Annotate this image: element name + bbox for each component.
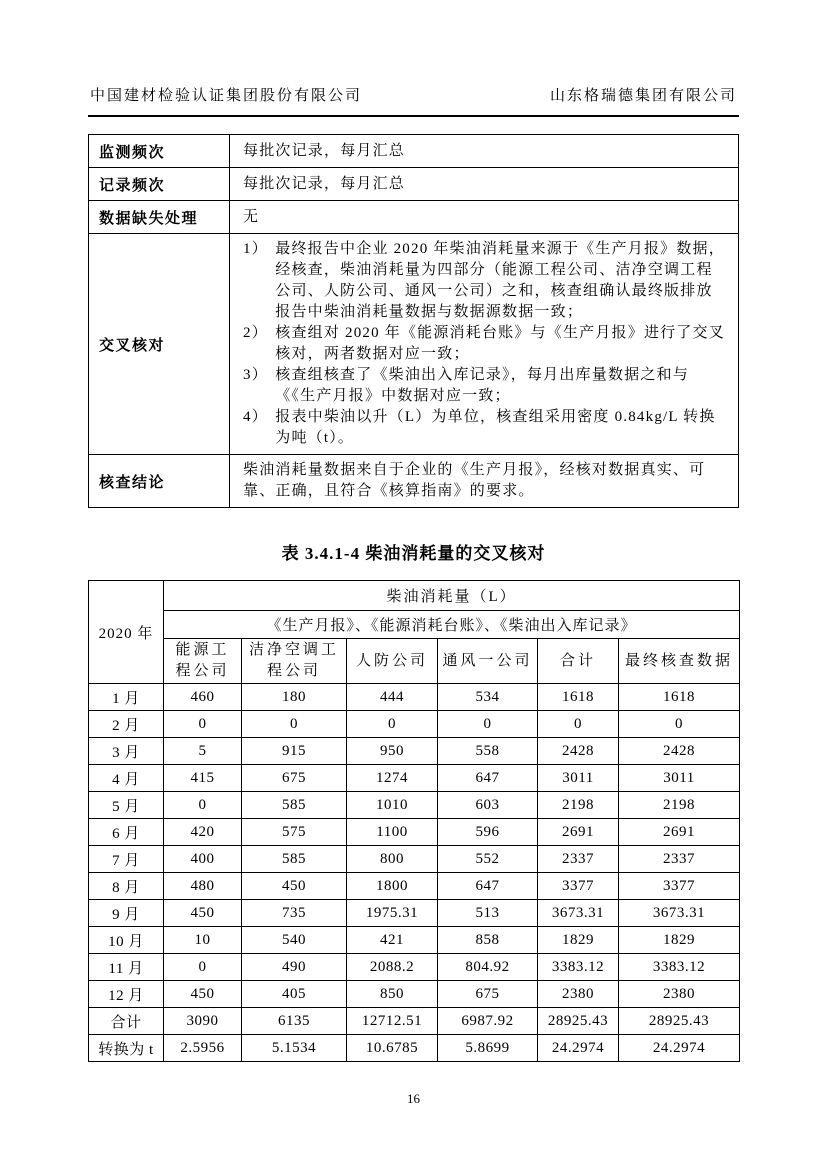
table-cell: 2088.2 — [347, 954, 438, 981]
row-label: 6 月 — [89, 819, 164, 846]
table-cell: 0 — [164, 954, 242, 981]
table-cell: 444 — [347, 684, 438, 711]
table-cell: 540 — [242, 927, 347, 954]
table-cell: 3383.12 — [538, 954, 619, 981]
row-label: 9 月 — [89, 900, 164, 927]
table-cell: 3377 — [619, 873, 740, 900]
table-cell: 675 — [242, 765, 347, 792]
column-header: 能源工程公司 — [164, 639, 242, 684]
page-number: 16 — [407, 1091, 420, 1106]
table-cell: 800 — [347, 846, 438, 873]
table-cell: 450 — [242, 873, 347, 900]
column-header: 洁净空调工程公司 — [242, 639, 347, 684]
row-label: 1 月 — [89, 684, 164, 711]
row-label: 10 月 — [89, 927, 164, 954]
table-cell: 534 — [438, 684, 538, 711]
row-value-missing-data: 无 — [230, 201, 739, 234]
table-row — [89, 1035, 740, 1062]
table-cell: 915 — [242, 738, 347, 765]
table-cell: 585 — [242, 792, 347, 819]
column-header-row — [89, 639, 740, 684]
table-cell: 28925.43 — [619, 1008, 740, 1035]
cross-check-item — [243, 407, 728, 449]
table-row — [89, 954, 740, 981]
table-cell: 2198 — [538, 792, 619, 819]
diesel-consumption-header: 柴油消耗量（L） — [164, 581, 740, 611]
row-value-record-frequency: 每批次记录，每月汇总 — [230, 168, 739, 201]
table-cell: 24.2974 — [538, 1035, 619, 1062]
table-cell: 1010 — [347, 792, 438, 819]
row-label: 3 月 — [89, 738, 164, 765]
table-cell: 513 — [438, 900, 538, 927]
table-row — [89, 792, 740, 819]
cross-check-table — [88, 580, 740, 1062]
table-cell: 0 — [438, 711, 538, 738]
table-cell: 28925.43 — [538, 1008, 619, 1035]
table-cell: 2337 — [619, 846, 740, 873]
table-cell: 3011 — [619, 765, 740, 792]
table-cell: 400 — [164, 846, 242, 873]
table-cell: 5 — [164, 738, 242, 765]
table-cell: 2.5956 — [164, 1035, 242, 1062]
row-label: 合计 — [89, 1008, 164, 1035]
row-label-monitoring-frequency: 监测频次 — [89, 135, 230, 168]
table-row — [89, 234, 739, 455]
cross-check-item — [243, 323, 728, 365]
table-cell: 0 — [164, 711, 242, 738]
table-cell: 603 — [438, 792, 538, 819]
table-cell: 180 — [242, 684, 347, 711]
table-cell: 24.2974 — [619, 1035, 740, 1062]
table-cell: 2691 — [538, 819, 619, 846]
table-cell: 5.8699 — [438, 1035, 538, 1062]
row-label: 12 月 — [89, 981, 164, 1008]
table-cell: 480 — [164, 873, 242, 900]
table-cell: 1829 — [619, 927, 740, 954]
table-cell: 0 — [538, 711, 619, 738]
header-company-left: 中国建材检验认证集团股份有限公司 — [90, 88, 363, 104]
table-cell: 415 — [164, 765, 242, 792]
table-row — [89, 981, 740, 1008]
table-cell: 858 — [438, 927, 538, 954]
table-cell: 647 — [438, 765, 538, 792]
table-cell: 3090 — [164, 1008, 242, 1035]
table-cell: 3383.12 — [619, 954, 740, 981]
table-cell: 1800 — [347, 873, 438, 900]
table-cell: 2198 — [619, 792, 740, 819]
table-row — [89, 900, 740, 927]
table-cell: 1975.31 — [347, 900, 438, 927]
row-value-conclusion: 柴油消耗量数据来自于企业的《生产月报》，经核对数据真实、可靠、正确，且符合《核算指南》的要求。 — [230, 455, 739, 508]
column-header: 合计 — [538, 639, 619, 684]
table-cell: 490 — [242, 954, 347, 981]
table-row — [89, 611, 740, 639]
year-header: 2020 年 — [89, 581, 164, 684]
table-row — [89, 711, 740, 738]
table-row — [89, 581, 740, 611]
table-row — [89, 846, 740, 873]
table-cell: 850 — [347, 981, 438, 1008]
item-number: 4） — [243, 409, 268, 425]
table-cell: 1618 — [619, 684, 740, 711]
item-number: 1） — [243, 241, 268, 257]
item-text: 核查组核查了《柴油出入库记录》，每月出库量数据之和与《《生产月报》中数据对应一致； — [275, 367, 689, 404]
table-row — [89, 738, 740, 765]
table-row — [89, 765, 740, 792]
table-cell: 0 — [347, 711, 438, 738]
table-cell: 10.6785 — [347, 1035, 438, 1062]
row-label: 2 月 — [89, 711, 164, 738]
table-cell: 575 — [242, 819, 347, 846]
row-label-missing-data: 数据缺失处理 — [89, 201, 230, 234]
table-cell: 950 — [347, 738, 438, 765]
table-row — [89, 135, 739, 168]
row-label-record-frequency: 记录频次 — [89, 168, 230, 201]
table-cell: 1100 — [347, 819, 438, 846]
table-cell: 1829 — [538, 927, 619, 954]
table-cell: 0 — [164, 792, 242, 819]
table-row — [89, 819, 740, 846]
table-cell: 558 — [438, 738, 538, 765]
column-header: 最终核查数据 — [619, 639, 740, 684]
row-value-monitoring-frequency: 每批次记录，每月汇总 — [230, 135, 739, 168]
data-sources-header: 《生产月报》、《能源消耗台账》、《柴油出入库记录》 — [164, 611, 740, 639]
table-cell: 460 — [164, 684, 242, 711]
table-cell: 421 — [347, 927, 438, 954]
table-row — [89, 684, 740, 711]
table-row — [89, 455, 739, 508]
table-row — [89, 1008, 740, 1035]
table-cell: 3673.31 — [619, 900, 740, 927]
info-table — [88, 134, 739, 508]
row-label-conclusion: 核查结论 — [89, 455, 230, 508]
table-cell: 735 — [242, 900, 347, 927]
row-label: 8 月 — [89, 873, 164, 900]
table-cell: 420 — [164, 819, 242, 846]
row-label: 4 月 — [89, 765, 164, 792]
table-cell: 405 — [242, 981, 347, 1008]
table-cell: 647 — [438, 873, 538, 900]
row-label: 转换为 t — [89, 1035, 164, 1062]
row-label: 11 月 — [89, 954, 164, 981]
header-company-right: 山东格瑞德集团有限公司 — [549, 88, 737, 104]
table-cell: 2691 — [619, 819, 740, 846]
table-cell: 2380 — [619, 981, 740, 1008]
doc-header — [88, 84, 739, 117]
table-row — [89, 873, 740, 900]
cross-check-item — [243, 365, 728, 407]
row-label: 7 月 — [89, 846, 164, 873]
cross-check-table-body — [89, 684, 740, 1062]
table-cell: 552 — [438, 846, 538, 873]
table-row — [89, 927, 740, 954]
table-cell: 2428 — [538, 738, 619, 765]
table-cell: 596 — [438, 819, 538, 846]
table-cell: 675 — [438, 981, 538, 1008]
item-number: 2） — [243, 325, 268, 341]
item-text: 报表中柴油以升（L）为单位，核查组采用密度 0.84kg/L 转换为吨（t）。 — [275, 409, 716, 446]
table-cell: 3011 — [538, 765, 619, 792]
table-cell: 10 — [164, 927, 242, 954]
table-row — [89, 201, 739, 234]
table-cell: 3673.31 — [538, 900, 619, 927]
column-header: 通风一公司 — [438, 639, 538, 684]
item-text: 最终报告中企业 2020 年柴油消耗量来源于《生产月报》数据，经核查，柴油消耗量为四部分（能源工程公司、洁净空调工程公司、人防公司、通风一公司）之和，核查组确认最终版排放报告中柴油消耗量数据与数据源数据一致； — [275, 241, 725, 320]
table-cell: 585 — [242, 846, 347, 873]
table-cell: 450 — [164, 900, 242, 927]
table-cell: 5.1534 — [242, 1035, 347, 1062]
table-cell: 0 — [242, 711, 347, 738]
table-title: 表 3.4.1-4 柴油消耗量的交叉核对 — [281, 544, 546, 563]
table-cell: 6135 — [242, 1008, 347, 1035]
row-label-cross-check: 交叉核对 — [89, 234, 230, 455]
table-row — [89, 168, 739, 201]
table-cell: 450 — [164, 981, 242, 1008]
table-cell: 0 — [619, 711, 740, 738]
table-cell: 12712.51 — [347, 1008, 438, 1035]
cross-check-item-list — [230, 234, 739, 455]
column-header: 人防公司 — [347, 639, 438, 684]
table-cell: 2337 — [538, 846, 619, 873]
table-cell: 1274 — [347, 765, 438, 792]
table-cell: 3377 — [538, 873, 619, 900]
item-number: 3） — [243, 367, 268, 383]
table-cell: 2428 — [619, 738, 740, 765]
table-cell: 804.92 — [438, 954, 538, 981]
item-text: 核查组对 2020 年《能源消耗台账》与《生产月报》进行了交叉核对，两者数据对应一致； — [275, 325, 725, 362]
cross-check-item — [243, 239, 728, 323]
table-cell: 1618 — [538, 684, 619, 711]
table-cell: 2380 — [538, 981, 619, 1008]
table-cell: 6987.92 — [438, 1008, 538, 1035]
row-label: 5 月 — [89, 792, 164, 819]
